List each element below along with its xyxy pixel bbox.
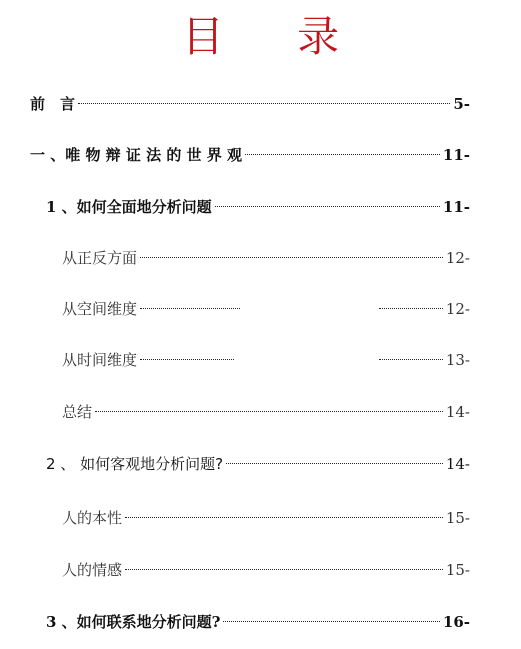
dot-leader <box>215 206 440 207</box>
toc-entry-page: 13- <box>445 351 470 369</box>
toc-entry-section-3[interactable] <box>46 610 470 634</box>
toc-entry-chapter-1[interactable] <box>30 143 470 167</box>
toc-entry-page: 14- <box>445 455 470 473</box>
toc-entry-page: 16- <box>442 613 470 631</box>
toc-entry-label: 3 、如何联系地分析问题? <box>46 613 221 631</box>
toc-entry-subsection-4[interactable] <box>62 400 470 424</box>
toc-entry-subsection-2[interactable] <box>62 297 470 321</box>
toc-entry-label: 从正反方面 <box>62 249 138 267</box>
toc-entry-section-2[interactable] <box>46 452 470 476</box>
toc-entry-label: 1 、如何全面地分析问题 <box>46 198 212 216</box>
page-title: 目 录 <box>181 12 370 61</box>
dot-leader <box>125 517 443 518</box>
toc-entry-page: 12- <box>445 300 470 318</box>
toc-entry-subsection-6[interactable] <box>62 558 470 582</box>
toc-entry-section-1[interactable] <box>46 195 470 219</box>
toc-entry-subsection-1[interactable] <box>62 246 470 270</box>
toc-entry-label: 从时间维度 <box>62 351 138 369</box>
toc-entry-label: 人的情感 <box>62 561 123 579</box>
toc-entry-label: 一 、唯 物 辩 证 法 的 世 界 观 <box>30 146 243 164</box>
dot-leader <box>125 569 443 570</box>
dot-leader-segment <box>379 308 443 309</box>
toc-entry-subsection-3[interactable] <box>62 348 470 372</box>
toc-entry-page: 11- <box>442 146 470 164</box>
toc-entry-page: 11- <box>442 198 470 216</box>
dot-leader <box>140 257 443 258</box>
toc-entry-label: 前 言 <box>30 95 76 113</box>
dot-leader-segment <box>140 308 240 309</box>
dot-leader <box>245 154 440 155</box>
toc-entry-preface[interactable] <box>30 92 470 116</box>
dot-leader <box>223 621 439 622</box>
toc-entry-label: 总结 <box>62 403 93 421</box>
toc-entry-page: 12- <box>445 249 470 267</box>
dot-leader <box>95 411 443 412</box>
dot-leader-segment <box>379 359 443 360</box>
toc-entry-label: 人的本性 <box>62 509 123 527</box>
dot-leader-segment <box>140 359 234 360</box>
toc-entry-page: 15- <box>445 509 470 527</box>
toc-entry-page: 14- <box>445 403 470 421</box>
toc-entry-page: 5- <box>453 95 470 113</box>
dot-leader <box>78 103 450 104</box>
dot-leader <box>226 463 443 464</box>
toc-entry-subsection-5[interactable] <box>62 506 470 530</box>
toc-entry-label: 2 、 如何客观地分析问题? <box>46 455 224 473</box>
toc-entry-page: 15- <box>445 561 470 579</box>
toc-entry-label: 从空间维度 <box>62 300 138 318</box>
